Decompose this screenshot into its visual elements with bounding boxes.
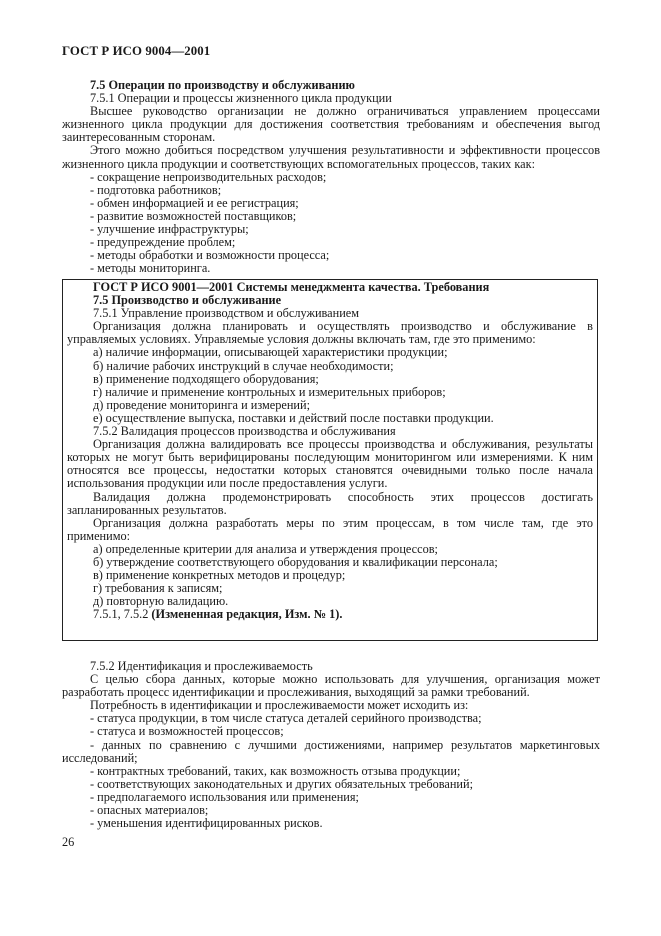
box-title: ГОСТ Р ИСО 9001—2001 Системы менеджмента качества. Требования bbox=[93, 280, 490, 294]
list-item: - предупреждение проблем; bbox=[90, 235, 236, 250]
list-item: г) требования к записям; bbox=[93, 581, 223, 596]
list-item: - опасных материалов; bbox=[90, 803, 209, 818]
list-item: - уменьшения идентифицированных рисков. bbox=[90, 816, 323, 831]
paragraph: Организация должна разработать меры по этим процессам, в том числе там, где это применимо: bbox=[67, 515, 593, 543]
list-item: е) осуществление выпуска, поставки и действий после поставки продукции. bbox=[93, 410, 494, 425]
quoted-standard-box bbox=[62, 279, 598, 641]
subsection-heading: 7.5.2 Идентификация и прослеживаемость bbox=[90, 659, 313, 673]
list-item: б) наличие рабочих инструкций в случае необходимости; bbox=[93, 358, 394, 373]
amendment-label: (Измененная редакция, Изм. № 1). bbox=[151, 607, 343, 622]
paragraph: Высшее руководство организации не должно ограничиваться управлением процессами жизненного цикла продукции для достижения соответствия требованиям и обеспечения выгод заинтересованным сторонам. bbox=[62, 104, 600, 145]
box-subheading: 7.5.2 Валидация процессов производства и обслуживания bbox=[93, 424, 396, 439]
section-heading: 7.5 Операции по производству и обслуживанию bbox=[90, 78, 355, 92]
list-item: - контрактных требований, таких, как возможность отзыва продукции; bbox=[90, 763, 461, 778]
list-item: а) наличие информации, описывающей характеристики продукции; bbox=[93, 345, 448, 360]
list-item: - статуса продукции, в том числе статуса деталей серийного производства; bbox=[90, 711, 482, 726]
list-item: - подготовка работников; bbox=[90, 182, 222, 197]
list-item: г) наличие и применение контрольных и измерительных приборов; bbox=[93, 384, 446, 399]
page-number: 26 bbox=[62, 835, 75, 849]
paragraph: Валидация должна продемонстрировать способность этих процессов достигать запланированных результатов. bbox=[67, 489, 593, 517]
list-item: - статуса и возможностей процессов; bbox=[90, 724, 284, 739]
list-item: - методы мониторинга. bbox=[90, 261, 211, 276]
amendment-ref: 7.5.1, 7.5.2 bbox=[93, 607, 152, 622]
list-item: - предполагаемого использования или применения; bbox=[90, 789, 359, 804]
bullet-list bbox=[62, 171, 600, 276]
paragraph: Этого можно добиться посредством улучшения результативности и эффективности процессов жизненного цикла продукции и соответствующих вспомогательных процессов, таких как: bbox=[62, 143, 600, 171]
list-item: б) утверждение соответствующего оборудования и квалификации персонала; bbox=[93, 554, 498, 569]
paragraph: Организация должна планировать и осуществлять производство и обслуживание в управляемых условиях. Управляемые условия должны включать там, где это применимо: bbox=[67, 319, 593, 347]
paragraph: Организация должна валидировать все процессы производства и обслуживания, результаты которых не могут быть верифицированы последующим мониторингом или измерениями. К ним относятся все процессы, недостатки которых становятся очевидными только после начала использования продукции или после предоставления услуги. bbox=[67, 437, 593, 491]
section-7-5-2 bbox=[62, 660, 600, 830]
subsection-heading: 7.5.1 Операции и процессы жизненного цикла продукции bbox=[90, 91, 392, 106]
list-item: в) применение подходящего оборудования; bbox=[93, 371, 319, 386]
box-subheading: 7.5.1 Управление производством и обслуживанием bbox=[93, 306, 360, 321]
list-item: - обмен информацией и ее регистрация; bbox=[90, 195, 299, 210]
paragraph: Потребность в идентификации и прослеживаемости может исходить из: bbox=[90, 698, 469, 713]
list-item: - соответствующих законодательных и других обязательных требований; bbox=[90, 776, 473, 791]
list-item: в) применение конкретных методов и процедур; bbox=[93, 568, 346, 583]
list-item: д) повторную валидацию. bbox=[93, 594, 229, 609]
amendment-note bbox=[67, 608, 593, 621]
list-item: д) проведение мониторинга и измерений; bbox=[93, 397, 311, 412]
list-item: - улучшение инфраструктуры; bbox=[90, 222, 249, 237]
page-header: ГОСТ Р ИСО 9004—2001 bbox=[62, 44, 211, 58]
list-item: а) определенные критерии для анализа и утверждения процессов; bbox=[93, 541, 438, 556]
list-item: - развитие возможностей поставщиков; bbox=[90, 208, 297, 223]
section-7-5 bbox=[62, 79, 600, 275]
list-item: - методы обработки и возможности процесса; bbox=[90, 248, 330, 263]
paragraph: С целью сбора данных, которые можно использовать для улучшения, организация может разработать процесс идентификации и прослеживания, выходящий за рамки требований. bbox=[62, 672, 600, 700]
box-heading: 7.5 Производство и обслуживание bbox=[93, 293, 282, 308]
list-item: - сокращение непроизводительных расходов; bbox=[90, 169, 327, 184]
list-item: - данных по сравнению с лучшими достижениями, например результатов маркетинговых исследований; bbox=[62, 737, 600, 765]
